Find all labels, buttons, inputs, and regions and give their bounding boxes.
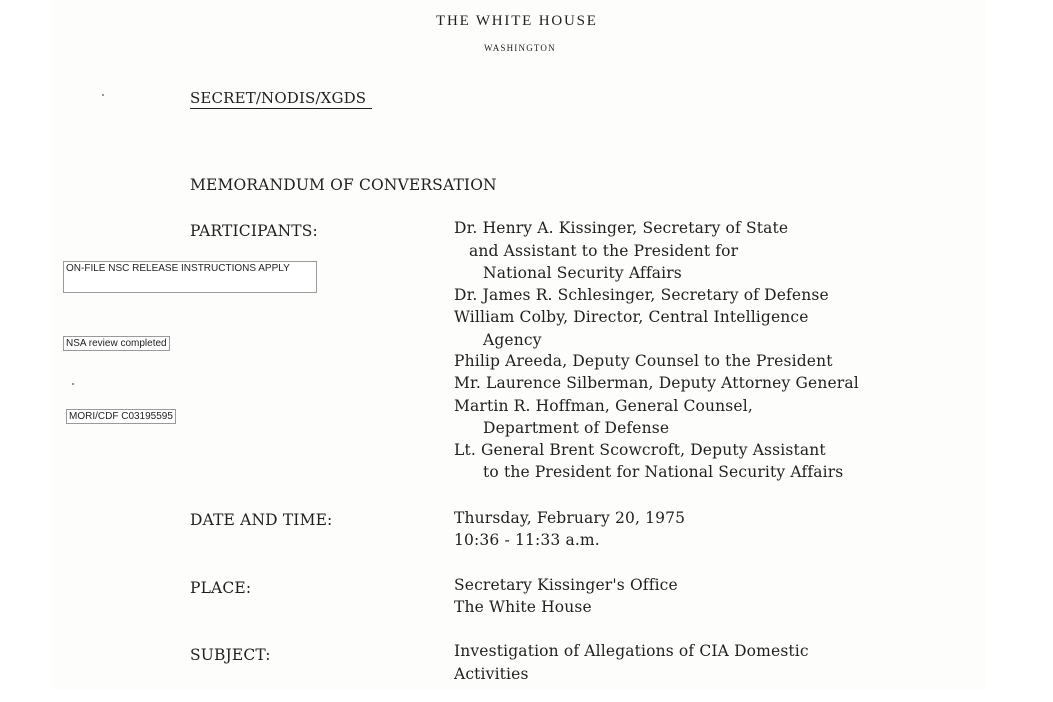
letterhead-title: THE WHITE HOUSE <box>436 13 598 29</box>
time-line: 10:36 - 11:33 a.m. <box>454 531 600 549</box>
participant-line: to the President for National Security Affairs <box>483 463 844 481</box>
memo-title: MEMORANDUM OF CONVERSATION <box>190 176 497 194</box>
letterhead-subtitle: WASHINGTON <box>484 43 556 53</box>
participant-line: National Security Affairs <box>483 264 682 282</box>
nsa-review-stamp: NSA review completed <box>63 336 170 351</box>
date-time-label: DATE AND TIME: <box>190 511 333 529</box>
participant-line: Lt. General Brent Scowcroft, Deputy Assistant <box>454 441 826 459</box>
participant-line: William Colby, Director, Central Intelligence <box>454 308 809 326</box>
place-label: PLACE: <box>190 579 252 597</box>
scan-speck <box>72 383 74 385</box>
place-line: Secretary Kissinger's Office <box>454 576 678 594</box>
release-instructions-stamp: ON-FILE NSC RELEASE INSTRUCTIONS APPLY <box>63 261 317 293</box>
participant-line: Mr. Laurence Silberman, Deputy Attorney General <box>454 374 859 392</box>
mori-cdf-stamp: MORI/CDF C03195595 <box>66 409 176 424</box>
participant-line: Department of Defense <box>483 419 670 437</box>
participant-line: Martin R. Hoffman, General Counsel, <box>454 397 753 415</box>
place-line: The White House <box>454 598 592 616</box>
participants-label: PARTICIPANTS: <box>190 222 318 240</box>
date-line: Thursday, February 20, 1975 <box>454 509 686 527</box>
participant-line: and Assistant to the President for <box>469 242 739 260</box>
subject-line: Activities <box>454 665 529 683</box>
subject-line: Investigation of Allegations of CIA Domestic <box>454 642 809 660</box>
participant-line: Dr. James R. Schlesinger, Secretary of Defense <box>454 286 829 304</box>
classification-marking: SECRET/NODIS/XGDS <box>190 89 372 109</box>
scan-speck <box>102 94 104 96</box>
participant-line: Philip Areeda, Deputy Counsel to the President <box>454 352 833 370</box>
participant-line: Dr. Henry A. Kissinger, Secretary of State <box>454 219 789 237</box>
participant-line: Agency <box>483 331 542 349</box>
subject-label: SUBJECT: <box>190 646 271 664</box>
